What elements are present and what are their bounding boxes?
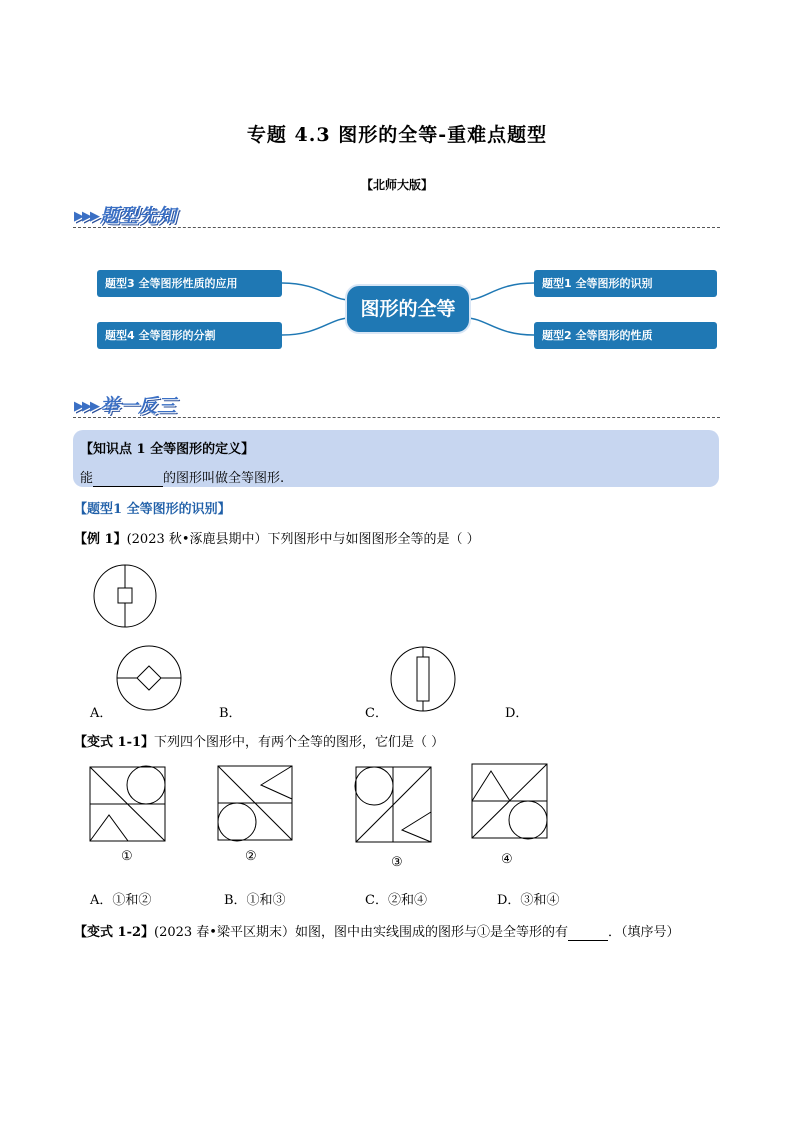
- figure-3: [355, 767, 431, 842]
- figure-label-3: ③: [391, 855, 403, 870]
- arrow-icon: ▶▶▶: [74, 399, 98, 414]
- variant1-option-a[interactable]: A．①和②: [90, 893, 152, 908]
- fill-blank: [568, 925, 608, 941]
- map-node-type2: 题型2 全等图形的性质: [534, 322, 717, 349]
- figure-label-2: ②: [245, 849, 257, 864]
- map-node-type3: 题型3 全等图形性质的应用: [97, 270, 282, 297]
- arrow-icon: ▶▶▶: [74, 209, 98, 224]
- figure-1: [90, 766, 165, 841]
- variant1-option-c[interactable]: C．②和④: [365, 893, 427, 908]
- edition-label: 【北师大版】: [360, 178, 433, 192]
- section-header-overview: ▶▶▶ 题型先知: [74, 205, 177, 227]
- knowledge-text: 能 的图形叫做全等图形.: [80, 471, 285, 486]
- variant1-option-b[interactable]: B．①和③: [224, 893, 286, 908]
- option-d[interactable]: D．: [505, 706, 529, 721]
- type1-heading: 【题型1 全等图形的识别】: [74, 502, 231, 517]
- variant1-question: 【变式 1-1】下列四个图形中，有两个全等的图形，它们是（ ）: [74, 735, 445, 750]
- figure-2: [218, 766, 292, 841]
- variant2-question: 【变式 1-2】(2023 春•梁平区期末）如图，图中由实线围成的图形与①是全等形的有 ．（填序号）: [74, 925, 680, 940]
- map-center-node: 图形的全等: [345, 284, 471, 334]
- figure-label-1: ①: [121, 849, 133, 864]
- variant1-option-d[interactable]: D．③和④: [497, 893, 560, 908]
- example1-question: 【例 1】(2023 秋•涿鹿县期中）下列图形中与如图图形全等的是（ ）: [74, 532, 480, 547]
- page-title: 专题 4.3 图形的全等-重难点题型: [246, 124, 548, 146]
- option-a[interactable]: A．: [90, 706, 113, 721]
- option-c[interactable]: C．: [365, 706, 388, 721]
- figure-4: [472, 764, 547, 839]
- figure-label-4: ④: [501, 852, 513, 867]
- map-node-type4: 题型4 全等图形的分割: [97, 322, 282, 349]
- map-node-type1: 题型1 全等图形的识别: [534, 270, 717, 297]
- option-b[interactable]: B．: [219, 706, 242, 721]
- knowledge-heading: 【知识点 1 全等图形的定义】: [80, 442, 255, 457]
- section-header-practice: ▶▶▶ 举一反三: [74, 395, 177, 417]
